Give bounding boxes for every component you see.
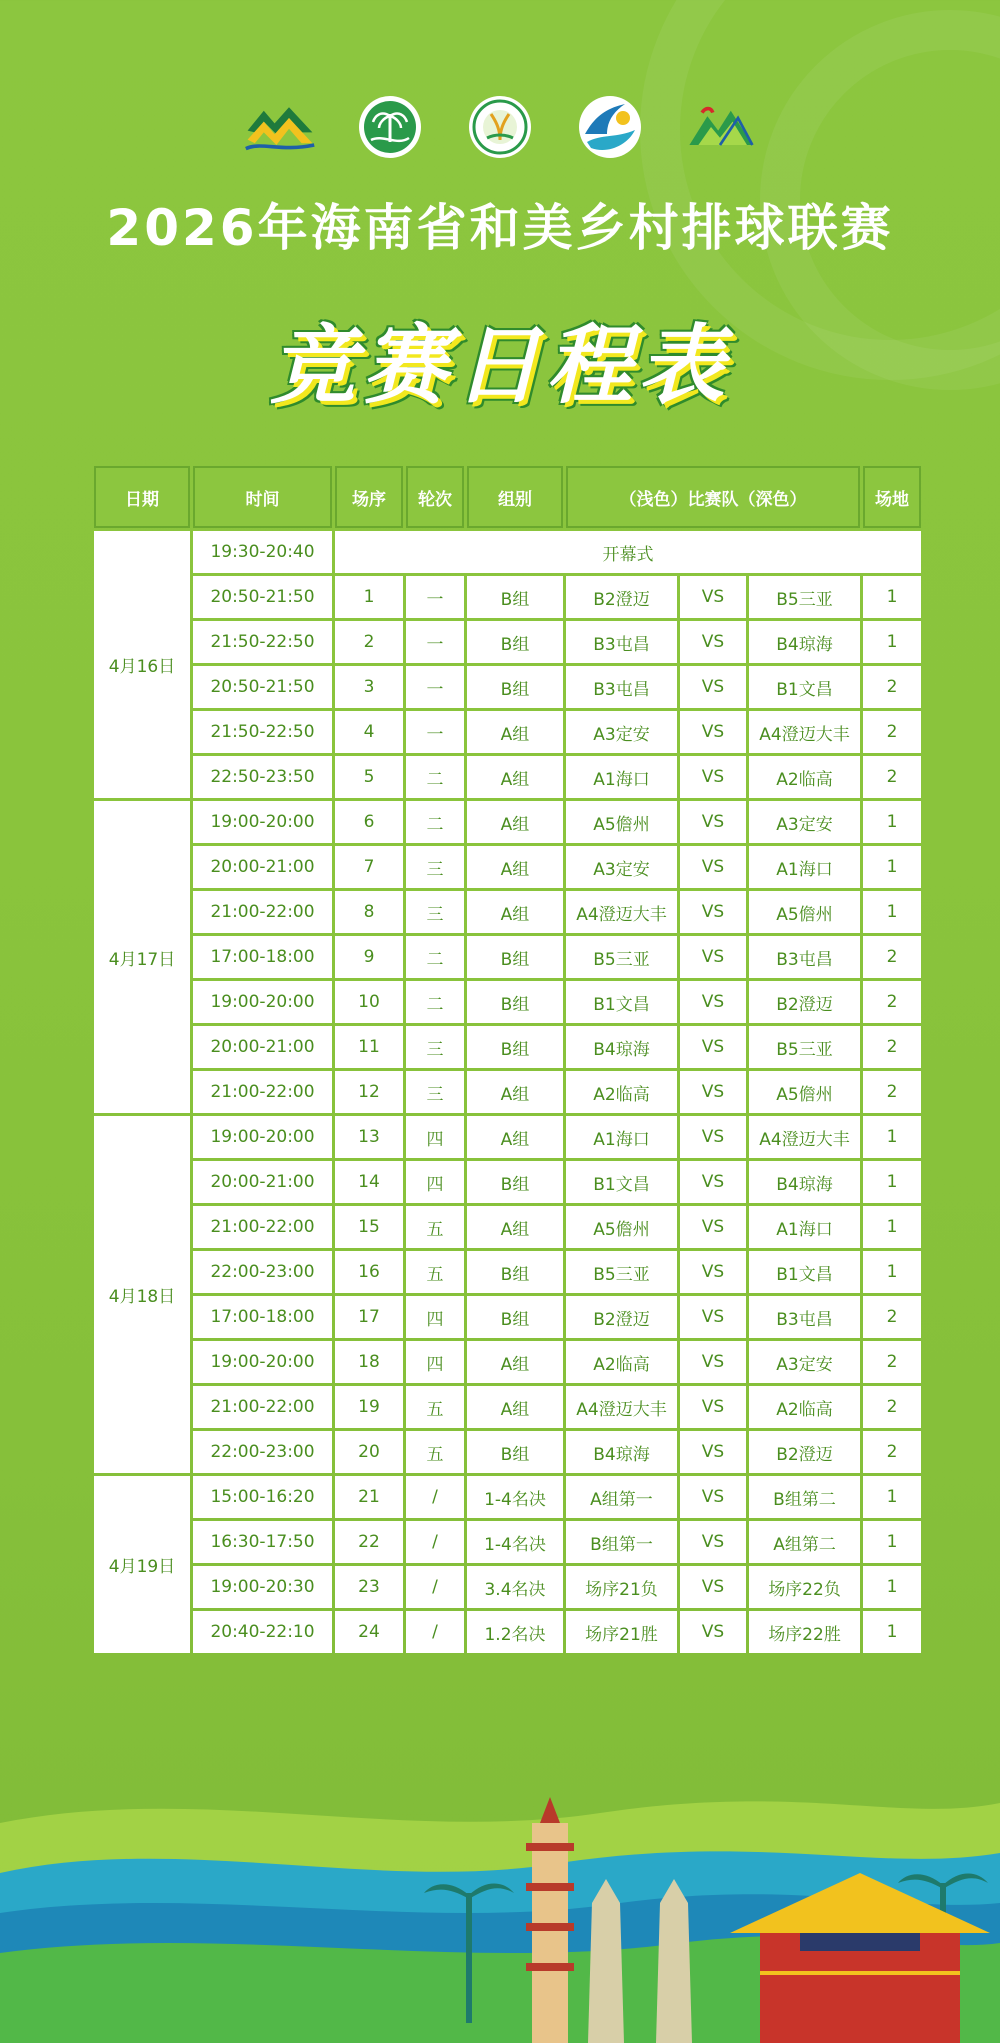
home-team-cell: A1海口 (566, 1116, 677, 1158)
group-cell: B组 (467, 1296, 563, 1338)
header-group: 组别 (467, 466, 563, 528)
logo-palm-circle-icon (354, 94, 426, 160)
round-cell: 一 (406, 711, 464, 753)
home-team-cell: 场序21负 (566, 1566, 677, 1608)
table-row (94, 1206, 921, 1248)
group-cell: B组 (467, 936, 563, 978)
pagoda-icon (526, 1797, 574, 2043)
match-no-cell: 19 (335, 1386, 403, 1428)
court-cell: 2 (863, 666, 921, 708)
match-no-cell: 5 (335, 756, 403, 798)
vs-cell: VS (680, 1566, 746, 1608)
group-cell: B组 (467, 1431, 563, 1473)
away-team-cell: B组第二 (749, 1476, 860, 1518)
match-no-cell: 16 (335, 1251, 403, 1293)
table-row (94, 1566, 921, 1608)
group-cell: A组 (467, 801, 563, 843)
time-cell: 20:00-21:00 (193, 846, 332, 888)
table-row (94, 801, 921, 843)
court-cell: 1 (863, 801, 921, 843)
time-cell: 21:50-22:50 (193, 621, 332, 663)
home-team-cell: A3定安 (566, 711, 677, 753)
time-cell: 22:00-23:00 (193, 1251, 332, 1293)
vs-cell: VS (680, 1431, 746, 1473)
home-team-cell: A组第一 (566, 1476, 677, 1518)
away-team-cell: A4澄迈大丰 (749, 711, 860, 753)
time-cell: 21:00-22:00 (193, 1071, 332, 1113)
group-cell: 1-4名决 (467, 1476, 563, 1518)
home-team-cell: B2澄迈 (566, 576, 677, 618)
round-cell: 四 (406, 1161, 464, 1203)
vs-cell: VS (680, 1296, 746, 1338)
vs-cell: VS (680, 801, 746, 843)
home-team-cell: B4琼海 (566, 1431, 677, 1473)
away-team-cell: A1海口 (749, 846, 860, 888)
round-cell: 二 (406, 936, 464, 978)
round-cell: 二 (406, 756, 464, 798)
home-team-cell: A2临高 (566, 1071, 677, 1113)
table-row (94, 756, 921, 798)
group-cell: A组 (467, 711, 563, 753)
group-cell: 1.2名决 (467, 1611, 563, 1653)
group-cell: B组 (467, 981, 563, 1023)
round-cell: 四 (406, 1116, 464, 1158)
opening-label-cell: 开幕式 (335, 531, 921, 573)
home-team-cell: B3屯昌 (566, 666, 677, 708)
round-cell: 五 (406, 1386, 464, 1428)
match-no-cell: 21 (335, 1476, 403, 1518)
court-cell: 1 (863, 1476, 921, 1518)
group-cell: B组 (467, 576, 563, 618)
court-cell: 2 (863, 756, 921, 798)
opening-time-cell: 19:30-20:40 (193, 531, 332, 573)
away-team-cell: B2澄迈 (749, 1431, 860, 1473)
home-team-cell: A4澄迈大丰 (566, 1386, 677, 1428)
away-team-cell: 场序22负 (749, 1566, 860, 1608)
time-cell: 19:00-20:00 (193, 1116, 332, 1158)
match-no-cell: 4 (335, 711, 403, 753)
vs-cell: VS (680, 1161, 746, 1203)
court-cell: 1 (863, 1611, 921, 1653)
away-team-cell: A5儋州 (749, 1071, 860, 1113)
time-cell: 22:00-23:00 (193, 1431, 332, 1473)
court-cell: 2 (863, 1071, 921, 1113)
round-cell: / (406, 1611, 464, 1653)
time-cell: 20:00-21:00 (193, 1161, 332, 1203)
table-row (94, 936, 921, 978)
away-team-cell: B1文昌 (749, 666, 860, 708)
match-no-cell: 10 (335, 981, 403, 1023)
match-no-cell: 24 (335, 1611, 403, 1653)
court-cell: 2 (863, 981, 921, 1023)
court-cell: 1 (863, 1251, 921, 1293)
table-row (94, 1611, 921, 1653)
court-cell: 1 (863, 621, 921, 663)
time-cell: 21:00-22:00 (193, 1206, 332, 1248)
time-cell: 20:00-21:00 (193, 1026, 332, 1068)
round-cell: 五 (406, 1206, 464, 1248)
time-cell: 20:50-21:50 (193, 666, 332, 708)
away-team-cell: B3屯昌 (749, 936, 860, 978)
away-team-cell: A2临高 (749, 1386, 860, 1428)
logo-waves-circle-icon (574, 94, 646, 160)
logo-rice-circle-icon (464, 94, 536, 160)
round-cell: 四 (406, 1296, 464, 1338)
court-cell: 2 (863, 1026, 921, 1068)
table-row (94, 1521, 921, 1563)
match-no-cell: 9 (335, 936, 403, 978)
schedule-table (91, 463, 924, 1656)
court-cell: 2 (863, 1296, 921, 1338)
table-header-row (94, 466, 921, 528)
vs-cell: VS (680, 576, 746, 618)
header-time: 时间 (193, 466, 332, 528)
logo-bar (0, 92, 1000, 162)
home-team-cell: B2澄迈 (566, 1296, 677, 1338)
away-team-cell: B2澄迈 (749, 981, 860, 1023)
vs-cell: VS (680, 1206, 746, 1248)
table-row (94, 1026, 921, 1068)
table-row (94, 846, 921, 888)
table-row (94, 981, 921, 1023)
home-team-cell: A3定安 (566, 846, 677, 888)
time-cell: 20:50-21:50 (193, 576, 332, 618)
match-no-cell: 17 (335, 1296, 403, 1338)
home-team-cell: A4澄迈大丰 (566, 891, 677, 933)
group-cell: B组 (467, 1161, 563, 1203)
vs-cell: VS (680, 711, 746, 753)
logo-wave-icon (244, 94, 316, 160)
logo-mountains-icon (684, 94, 756, 160)
match-no-cell: 22 (335, 1521, 403, 1563)
round-cell: 五 (406, 1251, 464, 1293)
group-cell: A组 (467, 846, 563, 888)
court-cell: 2 (863, 1386, 921, 1428)
vs-cell: VS (680, 621, 746, 663)
time-cell: 21:50-22:50 (193, 711, 332, 753)
vs-cell: VS (680, 1116, 746, 1158)
time-cell: 19:00-20:00 (193, 801, 332, 843)
table-row (94, 1476, 921, 1518)
match-no-cell: 14 (335, 1161, 403, 1203)
group-cell: A组 (467, 1071, 563, 1113)
away-team-cell: B4琼海 (749, 1161, 860, 1203)
table-row (94, 711, 921, 753)
time-cell: 21:00-22:00 (193, 891, 332, 933)
group-cell: A组 (467, 1116, 563, 1158)
match-no-cell: 7 (335, 846, 403, 888)
home-team-cell: B1文昌 (566, 1161, 677, 1203)
home-team-cell: 场序21胜 (566, 1611, 677, 1653)
time-cell: 20:40-22:10 (193, 1611, 332, 1653)
match-no-cell: 3 (335, 666, 403, 708)
round-cell: / (406, 1521, 464, 1563)
away-team-cell: 场序22胜 (749, 1611, 860, 1653)
court-cell: 1 (863, 576, 921, 618)
vs-cell: VS (680, 1521, 746, 1563)
away-team-cell: A5儋州 (749, 891, 860, 933)
match-no-cell: 18 (335, 1341, 403, 1383)
group-cell: B组 (467, 621, 563, 663)
court-cell: 1 (863, 1566, 921, 1608)
round-cell: 三 (406, 891, 464, 933)
header-court: 场地 (863, 466, 921, 528)
away-team-cell: A3定安 (749, 801, 860, 843)
group-cell: B组 (467, 1251, 563, 1293)
bottom-scenery (0, 1783, 1000, 2043)
home-team-cell: B3屯昌 (566, 621, 677, 663)
table-row (94, 1296, 921, 1338)
round-cell: 三 (406, 846, 464, 888)
match-no-cell: 12 (335, 1071, 403, 1113)
vs-cell: VS (680, 1026, 746, 1068)
vs-cell: VS (680, 756, 746, 798)
away-team-cell: B4琼海 (749, 621, 860, 663)
home-team-cell: A1海口 (566, 756, 677, 798)
match-no-cell: 8 (335, 891, 403, 933)
group-cell: A组 (467, 1386, 563, 1428)
group-cell: A组 (467, 1341, 563, 1383)
round-cell: 一 (406, 666, 464, 708)
table-row (94, 891, 921, 933)
time-cell: 22:50-23:50 (193, 756, 332, 798)
court-cell: 1 (863, 891, 921, 933)
time-cell: 19:00-20:30 (193, 1566, 332, 1608)
group-cell: A组 (467, 891, 563, 933)
table-row (94, 666, 921, 708)
court-cell: 1 (863, 1116, 921, 1158)
court-cell: 2 (863, 1341, 921, 1383)
home-team-cell: A5儋州 (566, 801, 677, 843)
page-title: 2026年海南省和美乡村排球联赛 (106, 199, 894, 257)
vs-cell: VS (680, 666, 746, 708)
vs-cell: VS (680, 1071, 746, 1113)
time-cell: 16:30-17:50 (193, 1521, 332, 1563)
table-row (94, 1161, 921, 1203)
away-team-cell: B1文昌 (749, 1251, 860, 1293)
round-cell: 三 (406, 1071, 464, 1113)
table-row (94, 1386, 921, 1428)
home-team-cell: A2临高 (566, 1341, 677, 1383)
away-team-cell: A组第二 (749, 1521, 860, 1563)
round-cell: 二 (406, 981, 464, 1023)
home-team-cell: B5三亚 (566, 1251, 677, 1293)
court-cell: 2 (863, 936, 921, 978)
table-row (94, 1116, 921, 1158)
vs-cell: VS (680, 1611, 746, 1653)
time-cell: 15:00-16:20 (193, 1476, 332, 1518)
home-team-cell: A5儋州 (566, 1206, 677, 1248)
date-cell: 4月17日 (94, 801, 190, 1113)
header-teams: （浅色）比赛队（深色） (566, 466, 860, 528)
table-row (94, 1071, 921, 1113)
home-team-cell: B组第一 (566, 1521, 677, 1563)
vs-cell: VS (680, 891, 746, 933)
match-no-cell: 20 (335, 1431, 403, 1473)
round-cell: 一 (406, 621, 464, 663)
away-team-cell: A4澄迈大丰 (749, 1116, 860, 1158)
vs-cell: VS (680, 936, 746, 978)
round-cell: 二 (406, 801, 464, 843)
time-cell: 17:00-18:00 (193, 1296, 332, 1338)
away-team-cell: B3屯昌 (749, 1296, 860, 1338)
match-no-cell: 11 (335, 1026, 403, 1068)
time-cell: 19:00-20:00 (193, 981, 332, 1023)
date-cell: 4月16日 (94, 531, 190, 798)
round-cell: 四 (406, 1341, 464, 1383)
opening-row (94, 531, 921, 573)
court-cell: 1 (863, 1206, 921, 1248)
time-cell: 17:00-18:00 (193, 936, 332, 978)
group-cell: B组 (467, 1026, 563, 1068)
match-no-cell: 23 (335, 1566, 403, 1608)
match-no-cell: 1 (335, 576, 403, 618)
header-match-no: 场序 (335, 466, 403, 528)
time-cell: 21:00-22:00 (193, 1386, 332, 1428)
vs-cell: VS (680, 1476, 746, 1518)
away-team-cell: B5三亚 (749, 1026, 860, 1068)
match-no-cell: 13 (335, 1116, 403, 1158)
table-row (94, 621, 921, 663)
round-cell: 一 (406, 576, 464, 618)
court-cell: 1 (863, 1521, 921, 1563)
table-row (94, 1341, 921, 1383)
round-cell: / (406, 1476, 464, 1518)
date-cell: 4月19日 (94, 1476, 190, 1653)
home-team-cell: B5三亚 (566, 936, 677, 978)
round-cell: 五 (406, 1431, 464, 1473)
round-cell: / (406, 1566, 464, 1608)
vs-cell: VS (680, 1386, 746, 1428)
group-cell: A组 (467, 1206, 563, 1248)
group-cell: B组 (467, 666, 563, 708)
vs-cell: VS (680, 1341, 746, 1383)
header-round: 轮次 (406, 466, 464, 528)
group-cell: A组 (467, 756, 563, 798)
match-no-cell: 6 (335, 801, 403, 843)
court-cell: 1 (863, 1161, 921, 1203)
time-cell: 19:00-20:00 (193, 1341, 332, 1383)
away-team-cell: A2临高 (749, 756, 860, 798)
date-cell: 4月18日 (94, 1116, 190, 1473)
away-team-cell: A3定安 (749, 1341, 860, 1383)
vs-cell: VS (680, 981, 746, 1023)
match-no-cell: 2 (335, 621, 403, 663)
group-cell: 3.4名决 (467, 1566, 563, 1608)
page-subtitle: 竞赛日程表 (270, 316, 730, 416)
table-row (94, 576, 921, 618)
court-cell: 2 (863, 711, 921, 753)
home-team-cell: B1文昌 (566, 981, 677, 1023)
round-cell: 三 (406, 1026, 464, 1068)
vs-cell: VS (680, 846, 746, 888)
table-row (94, 1431, 921, 1473)
court-cell: 1 (863, 846, 921, 888)
table-row (94, 1251, 921, 1293)
court-cell: 2 (863, 1431, 921, 1473)
match-no-cell: 15 (335, 1206, 403, 1248)
away-team-cell: A1海口 (749, 1206, 860, 1248)
vs-cell: VS (680, 1251, 746, 1293)
away-team-cell: B5三亚 (749, 576, 860, 618)
header-date: 日期 (94, 466, 190, 528)
home-team-cell: B4琼海 (566, 1026, 677, 1068)
group-cell: 1-4名决 (467, 1521, 563, 1563)
schedule-body (94, 531, 921, 1653)
